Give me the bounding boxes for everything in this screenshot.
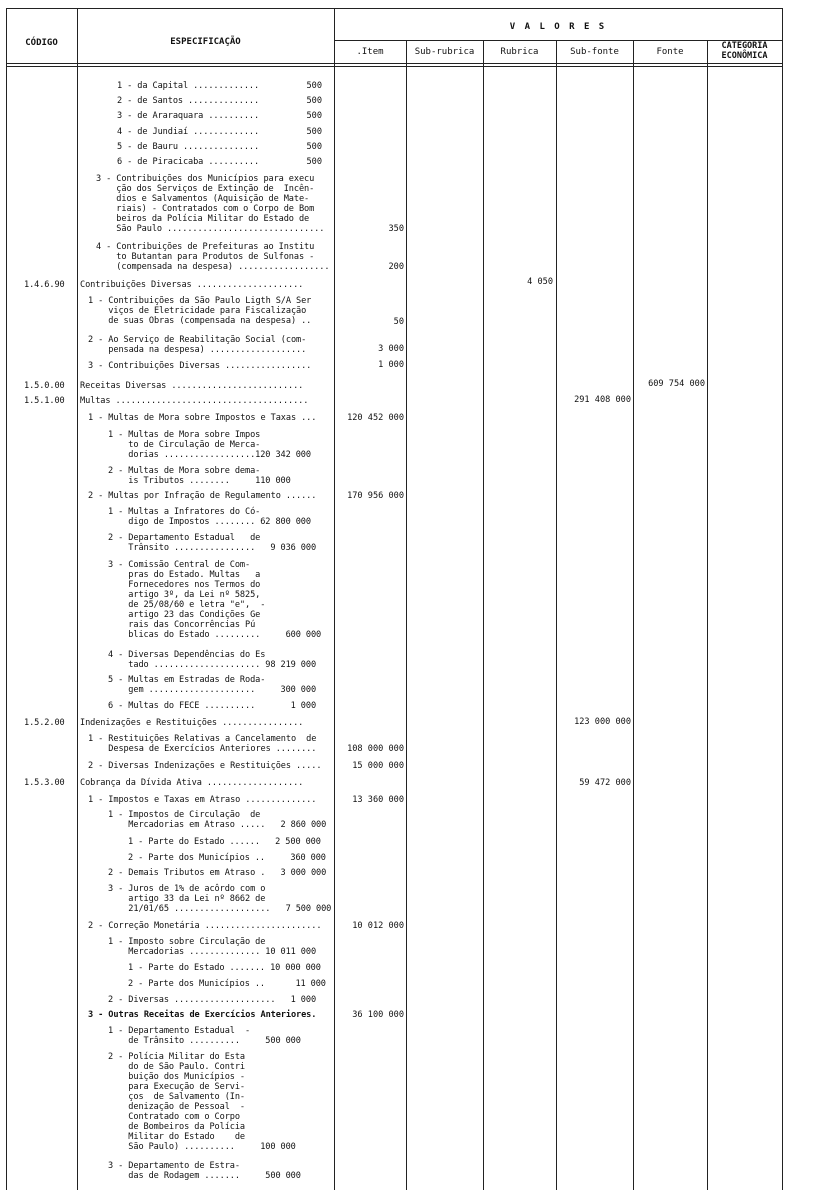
header-rule bbox=[6, 63, 782, 64]
row-spec: 2 - Diversas Indenizações e Restituições ..... bbox=[88, 761, 322, 771]
col-line bbox=[633, 40, 634, 1190]
row-inner-value: 500 bbox=[306, 111, 322, 121]
row-rubrica-value: 4 050 bbox=[527, 277, 553, 287]
row-spec: 1 - Impostos de Circulação de Mercadorias em Atraso ..... 2 860 000 bbox=[108, 810, 327, 830]
row-code: 1.5.1.00 bbox=[24, 396, 65, 406]
row-spec: 2 - Departamento Estadual de Trânsito ................ 9 036 000 bbox=[108, 533, 317, 553]
col-line bbox=[483, 40, 484, 1190]
header-codigo: CÓDIGO bbox=[25, 38, 58, 48]
row-item-value: 200 bbox=[388, 262, 404, 272]
row-spec: 1 - Impostos e Taxas em Atraso .............. bbox=[88, 795, 317, 805]
header-item: .Item bbox=[356, 47, 384, 57]
top-rule bbox=[6, 8, 782, 9]
row-inner-value: 500 bbox=[306, 142, 322, 152]
row-spec: 2 - Multas por Infração de Regulamento ...... bbox=[88, 491, 317, 501]
row-inner-value: 500 bbox=[306, 127, 322, 137]
header-valores: V A L O R E S bbox=[509, 22, 607, 32]
col-line bbox=[77, 8, 78, 1190]
row-spec: 1 - Imposto sobre Circulação de Mercadorias .............. 10 011 000 bbox=[108, 937, 317, 957]
row-code: 1.5.2.00 bbox=[24, 718, 65, 728]
row-item-value: 50 bbox=[393, 317, 404, 327]
row-spec: 2 - Multas de Mora sobre dema- is Tributos ........ 110 000 bbox=[108, 466, 291, 486]
row-spec: 3 - Comissão Central de Com- pras do Estado. Multas a Fornecedores nos Termos do artigo 3º, da Lei nº 5825, de 25/08/60 e letra "e", - artigo 23 das Condições Ge rais das Concorrências Pú blicas do Estado ......... 600 000 bbox=[108, 560, 322, 640]
row-item-value: 1 000 bbox=[378, 360, 404, 370]
row-item-value: 170 956 000 bbox=[347, 491, 404, 501]
row-spec: 3 - Juros de 1% de acôrdo com o artigo 33 da Lei nº 8662 de 21/01/65 ................... 7 500 000 bbox=[108, 884, 332, 914]
row-item-value: 10 012 000 bbox=[352, 921, 404, 931]
col-line bbox=[6, 8, 7, 1190]
row-code: 1.4.6.90 bbox=[24, 280, 65, 290]
row-item-value: 3 000 bbox=[378, 344, 404, 354]
row-spec: 3 - Departamento de Estra- das de Rodagem ....... 500 000 bbox=[108, 1161, 301, 1181]
row-fonte-value: 609 754 000 bbox=[648, 379, 705, 389]
row-spec: 1 - Multas a Infratores do Có- digo de Impostos ........ 62 800 000 bbox=[108, 507, 311, 527]
row-spec: 2 - Parte dos Municípios .. 11 000 bbox=[128, 979, 326, 989]
row-spec: 1 - Restituições Relativas a Cancelamento de Despesa de Exercícios Anteriores ........ bbox=[88, 734, 317, 754]
row-spec: 2 - Diversas .................... 1 000 bbox=[108, 995, 317, 1005]
row-spec: 3 - Contribuições dos Municípios para execu ção dos Serviços de Extinção de Incên- dios e Salvamentos (Aquisição de Mate- riais) - Contratados com o Corpo de Bom beiros da Polícia Militar do Estado de São Paulo ............................... bbox=[96, 174, 325, 234]
row-spec: 3 - Contribuições Diversas ................. bbox=[88, 361, 312, 371]
row-item-value: 108 000 000 bbox=[347, 744, 404, 754]
header-subfonte: Sub-fonte bbox=[570, 47, 619, 57]
row-spec: Receitas Diversas .......................... bbox=[80, 381, 304, 391]
row-item-value: 120 452 000 bbox=[347, 413, 404, 423]
row-item-value: 36 100 000 bbox=[352, 1010, 404, 1020]
col-line bbox=[334, 8, 335, 1190]
row-spec: 1 - da Capital ............. bbox=[117, 81, 260, 91]
row-spec: 1 - Multas de Mora sobre Impostos e Taxas ... bbox=[88, 413, 317, 423]
row-inner-value: 500 bbox=[306, 96, 322, 106]
row-spec: 5 - de Bauru ............... bbox=[117, 142, 260, 152]
row-spec: 4 - Contribuições de Prefeituras ao Institu to Butantan para Produtos de Sulfonas - (compensada na despesa) .................. bbox=[96, 242, 330, 272]
row-spec: 1 - Parte do Estado ...... 2 500 000 bbox=[128, 837, 321, 847]
row-spec: Contribuições Diversas ..................... bbox=[80, 280, 304, 290]
header-fonte: Fonte bbox=[656, 47, 684, 57]
col-line bbox=[556, 40, 557, 1190]
row-item-value: 15 000 000 bbox=[352, 761, 404, 771]
header-rubrica: Rubrica bbox=[500, 47, 539, 57]
row-spec: 5 - Multas em Estradas de Roda- gem ..................... 300 000 bbox=[108, 675, 317, 695]
row-spec: 4 - de Jundiaí ............. bbox=[117, 127, 260, 137]
row-spec: 2 - Demais Tributos em Atraso . 3 000 000 bbox=[108, 868, 327, 878]
row-spec: 1 - Multas de Mora sobre Impos to de Circulação de Merca- dorias ..................120 342 000 bbox=[108, 430, 311, 460]
row-spec: 2 - de Santos .............. bbox=[117, 96, 260, 106]
row-inner-value: 500 bbox=[306, 81, 322, 91]
row-item-value: 13 360 000 bbox=[352, 795, 404, 805]
row-spec: 3 - Outras Receitas de Exercícios Anteriores. bbox=[88, 1010, 317, 1020]
header-categoria: CATEGORIA ECONÔMICA bbox=[721, 41, 768, 61]
row-spec: 1 - Parte do Estado ....... 10 000 000 bbox=[128, 963, 321, 973]
row-spec: 4 - Diversas Dependências do Es tado ..................... 98 219 000 bbox=[108, 650, 317, 670]
col-line bbox=[707, 40, 708, 1190]
col-line bbox=[406, 40, 407, 1190]
row-spec: 1 - Departamento Estadual - de Trânsito .......... 500 000 bbox=[108, 1026, 301, 1046]
header-subrubrica: Sub-rubrica bbox=[414, 47, 475, 57]
row-spec: 2 - Polícia Militar do Esta do de São Paulo. Contri buição dos Municípios - para Execução de Servi- ços de Salvamento (In- denização de Pessoal - Contratado com o Corpo de Bombeiros da Polícia Militar do Estado de São Paulo) .......... 100 000 bbox=[108, 1052, 296, 1152]
row-spec: 6 - de Piracicaba .......... bbox=[117, 157, 260, 167]
col-line bbox=[782, 8, 783, 1190]
row-spec: 2 - Correção Monetária ....................... bbox=[88, 921, 322, 931]
row-spec: Multas ...................................... bbox=[80, 396, 309, 406]
header-especificacao: ESPECIFICAÇÃO bbox=[170, 37, 241, 47]
row-subfonte-value: 59 472 000 bbox=[579, 778, 631, 788]
row-item-value: 350 bbox=[388, 224, 404, 234]
row-spec: 2 - Ao Serviço de Reabilitação Social (com- pensada na despesa) ................... bbox=[88, 335, 307, 355]
header-rule-2 bbox=[6, 66, 782, 67]
row-inner-value: 500 bbox=[306, 157, 322, 167]
row-subfonte-value: 291 408 000 bbox=[574, 395, 631, 405]
row-spec: Cobrança da Dívida Ativa ................... bbox=[80, 778, 304, 788]
row-spec: 2 - Parte dos Municípios .. 360 000 bbox=[128, 853, 326, 863]
row-spec: Indenizações e Restituições ................ bbox=[80, 718, 304, 728]
row-spec: 6 - Multas do FECE .......... 1 000 bbox=[108, 701, 317, 711]
row-code: 1.5.3.00 bbox=[24, 778, 65, 788]
row-spec: 1 - Contribuições da São Paulo Ligth S/A Ser viços de Eletricidade para Fiscalização de suas Obras (compensada na despesa) .. bbox=[88, 296, 312, 326]
row-spec: 3 - de Araraquara .......... bbox=[117, 111, 260, 121]
row-code: 1.5.0.00 bbox=[24, 381, 65, 391]
row-subfonte-value: 123 000 000 bbox=[574, 717, 631, 727]
